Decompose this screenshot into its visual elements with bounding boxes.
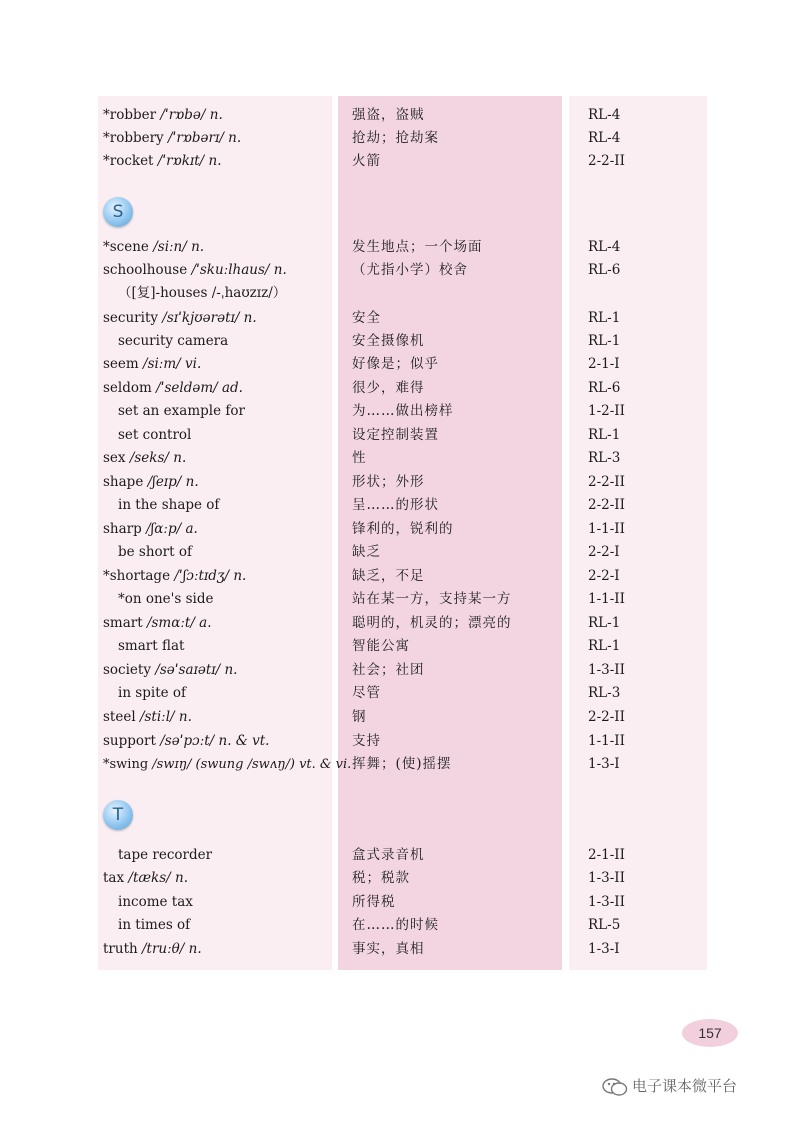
glossary-entry-society: society /səˈsaɪətɪ/ n. 社会；社团 1-3-II bbox=[103, 662, 625, 678]
glossary-entry-steel: steel /stiːl/ n. 钢 2-2-II bbox=[103, 709, 625, 725]
glossary-entry-rocket: *rocket /ˈrɒkɪt/ n. 火箭 2-2-II bbox=[103, 153, 625, 169]
glossary-entry-robber: *robber /ˈrɒbə/ n. 强盗，盗贼 RL-4 bbox=[103, 107, 621, 123]
section-letter-badge: S bbox=[103, 197, 133, 227]
wechat-icon bbox=[602, 1077, 628, 1097]
glossary-entry-seem: seem /siːm/ vi. 好像是；似乎 2-1-I bbox=[103, 356, 620, 372]
glossary-entry-schoolhouse-plural: （[复]-houses /-ˌhaʊzɪz/） bbox=[118, 285, 287, 301]
glossary-entry-security-camera: security camera 安全摄像机 RL-1 bbox=[118, 333, 621, 349]
glossary-entry-support: support /səˈpɔːt/ n. & vt. 支持 1-1-II bbox=[103, 733, 625, 749]
glossary-entry-be-short-of: be short of 缺乏 2-2-I bbox=[118, 544, 620, 560]
glossary-entry-set-an-example-for: set an example for 为……做出榜样 1-2-II bbox=[118, 403, 625, 419]
glossary-entry-scene: *scene /siːn/ n. 发生地点；一个场面 RL-4 bbox=[103, 239, 621, 255]
glossary-entry-shape: shape /ʃeɪp/ n. 形状；外形 2-2-II bbox=[103, 474, 625, 490]
glossary-entry-tax: tax /tæks/ n. 税；税款 1-3-II bbox=[103, 870, 625, 886]
glossary-entry-in-times-of: in times of 在……的时候 RL-5 bbox=[118, 917, 621, 933]
glossary-entry-truth: truth /truːθ/ n. 事实，真相 1-3-I bbox=[103, 941, 620, 957]
glossary-entry-seldom: seldom /ˈseldəm/ ad. 很少，难得 RL-6 bbox=[103, 380, 621, 396]
glossary-entry-income-tax: income tax 所得税 1-3-II bbox=[118, 894, 625, 910]
glossary-entry-swing: *swing /swɪŋ/ (swung /swʌŋ/) vt. & vi. 挥舞；(使)摇摆 1-3-I bbox=[103, 756, 620, 772]
glossary-entry-set-control: set control 设定控制装置 RL-1 bbox=[118, 427, 621, 443]
page-number: 157 bbox=[682, 1019, 738, 1047]
glossary-entry-on-ones-side: *on one's side 站在某一方，支持某一方 1-1-II bbox=[118, 591, 625, 607]
glossary-entry-robbery: *robbery /ˈrɒbərɪ/ n. 抢劫；抢劫案 RL-4 bbox=[103, 130, 621, 146]
glossary-entry-smart-flat: smart flat 智能公寓 RL-1 bbox=[118, 638, 621, 654]
glossary-entry-schoolhouse: schoolhouse /ˈskuːlhaus/ n. （尤指小学）校舍 RL-6 bbox=[103, 262, 621, 278]
glossary-entry-security: security /sɪˈkjʊərətɪ/ n. 安全 RL-1 bbox=[103, 310, 621, 326]
glossary-entry-sharp: sharp /ʃɑːp/ a. 锋利的，锐利的 1-1-II bbox=[103, 521, 625, 537]
section-s-header bbox=[0, 197, 800, 220]
section-letter-badge: T bbox=[103, 800, 133, 830]
section-t-header bbox=[0, 800, 800, 823]
glossary-entry-smart: smart /smɑːt/ a. 聪明的，机灵的；漂亮的 RL-1 bbox=[103, 615, 621, 631]
glossary-entry-in-the-shape-of: in the shape of 呈……的形状 2-2-II bbox=[118, 497, 625, 513]
watermark-text: 电子课本微平台 bbox=[632, 1077, 738, 1095]
glossary-entry-shortage: *shortage /ˈʃɔːtɪdʒ/ n. 缺乏，不足 2-2-I bbox=[103, 568, 620, 584]
watermark bbox=[602, 1074, 737, 1098]
glossary-entry-tape-recorder: tape recorder 盒式录音机 2-1-II bbox=[118, 847, 625, 863]
glossary-entry-sex: sex /seks/ n. 性 RL-3 bbox=[103, 450, 621, 466]
glossary-entry-in-spite-of: in spite of 尽管 RL-3 bbox=[118, 685, 621, 701]
